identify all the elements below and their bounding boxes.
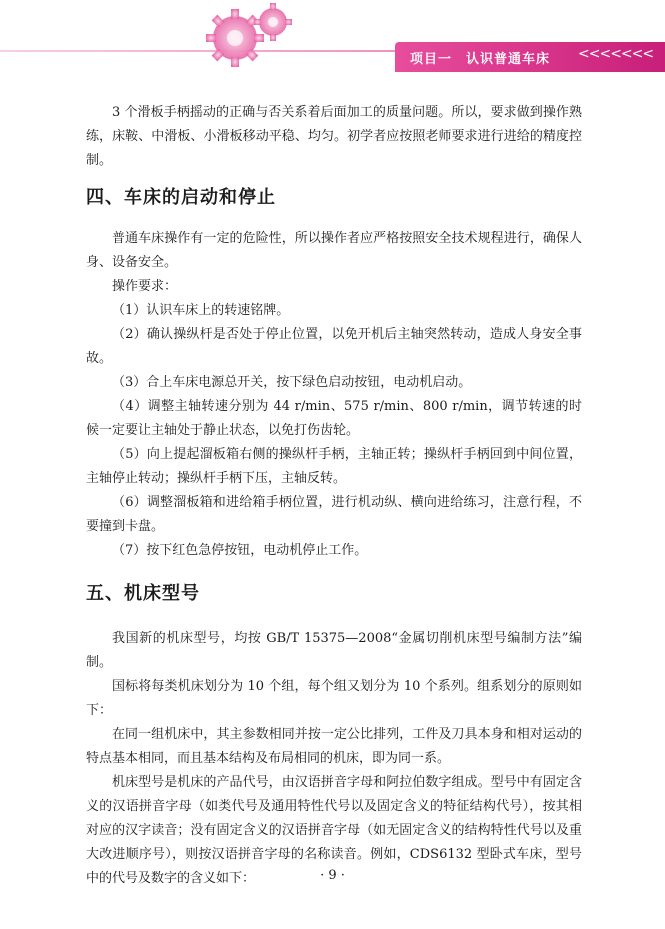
chevron-decoration: <<<<<<< xyxy=(578,46,654,62)
page-header xyxy=(0,0,665,80)
step-item: （6）调整溜板箱和进给箱手柄位置，进行机动纵、横向进给练习，注意行程，不要撞到卡盘。 xyxy=(86,495,582,534)
step-item: （2）确认操纵杆是否处于停止位置，以免开机后主轴突然转动，造成人身安全事故。 xyxy=(86,327,582,366)
page-number: · 9 · xyxy=(320,868,345,883)
body-paragraph: 在同一组机床中，其主参数相同并按一定公比排列，工件及刀具本身和相对运动的特点基本相同，而且基本结构及布局相同的机床，即为同一系。 xyxy=(86,727,582,766)
requirements-label: 操作要求： xyxy=(112,279,178,294)
section-heading: 五、机床型号 xyxy=(86,583,200,604)
step-item: （7）按下红色急停按钮，电动机停止工作。 xyxy=(112,543,368,558)
body-paragraph: 机床型号是机床的产品代号，由汉语拼音字母和阿拉伯数字组成。型号中有固定含义的汉语拼音字母（如类代号及通用特性代号以及固定含义的特征结构代号），按其相对应的汉字读音；没有固定含义的汉语拼音字母（如无固定含义的结构特性代号以及重大改进顺序号），则按汉语拼音字母的名称读音。例如，CDS6132 型卧式车床，型号中的代号及数字的含义如下： xyxy=(86,775,582,886)
step-item: （4）调整主轴转速分别为 44 r/min、575 r/min、800 r/min，调节转速的时候一定要让主轴处于静止状态，以免打伤齿轮。 xyxy=(86,399,582,438)
gear-decoration-icon xyxy=(195,0,315,75)
chapter-title: 项目一 认识普通车床 xyxy=(410,52,551,67)
page-body xyxy=(86,101,582,891)
section-intro: 普通车床操作有一定的危险性，所以操作者应严格按照安全技术规程进行，确保人身、设备安全。 xyxy=(86,231,582,270)
body-paragraph: 国标将每类机床划分为 10 个组，每个组又划分为 10 个系列。组系划分的原则如下： xyxy=(86,679,582,718)
section-heading: 四、车床的启动和停止 xyxy=(86,187,276,208)
step-item: （5）向上提起溜板箱右侧的操纵杆手柄，主轴正转；操纵杆手柄回到中间位置，主轴停止转动；操纵杆手柄下压，主轴反转。 xyxy=(86,447,582,486)
step-item: （3）合上车床电源总开关，按下绿色启动按钮，电动机启动。 xyxy=(112,375,472,390)
body-paragraph: 我国新的机床型号，均按 GB/T 15375—2008“金属切削机床型号编制方法”编制。 xyxy=(86,631,582,670)
intro-paragraph: 3 个滑板手柄摇动的正确与否关系着后面加工的质量问题。所以，要求做到操作熟练，床鞍、中滑板、小滑板移动平稳、均匀。初学者应按照老师要求进行进给的精度控制。 xyxy=(86,105,582,168)
step-item: （1）认识车床上的转速铭牌。 xyxy=(112,303,290,318)
